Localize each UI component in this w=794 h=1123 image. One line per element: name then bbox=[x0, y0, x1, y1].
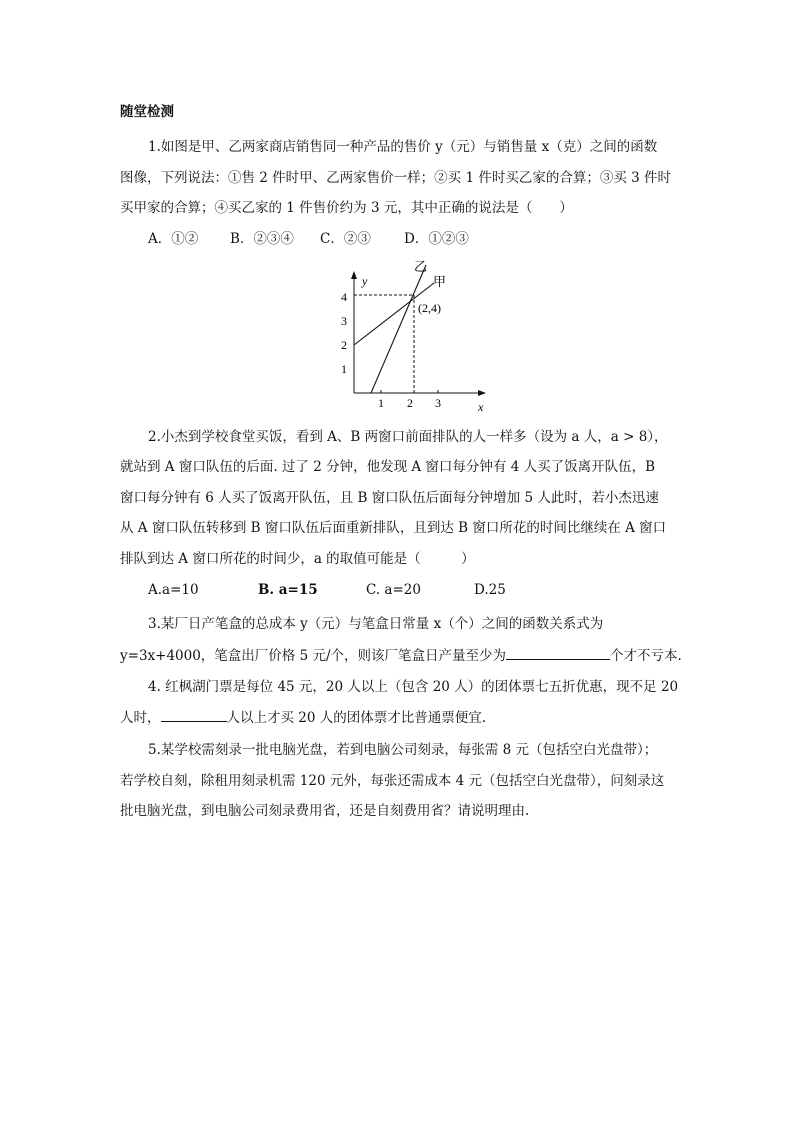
x-tick-label-3: 3 bbox=[435, 396, 441, 410]
q2-line-2: 就站到 A 窗口队伍的后面. 过了 2 分钟，他发现 A 窗口每分钟有 4 人买了饭离开队伍，B bbox=[120, 459, 656, 475]
y-tick-label-4: 4 bbox=[341, 290, 347, 304]
q2-line-3: 窗口每分钟有 6 人买了饭离开队伍，且 B 窗口队伍后面每分钟增加 5 人此时，若小杰迅速 bbox=[120, 490, 659, 506]
q2-line-4: 从 A 窗口队伍转移到 B 窗口队伍后面重新排队，且到达 B 窗口所花的时间比继续在 A 窗口 bbox=[120, 520, 667, 536]
q2-option-b: B. a=15 bbox=[258, 582, 318, 598]
y-tick-label-2: 2 bbox=[341, 338, 347, 352]
q1-option-d: D．①②③ bbox=[404, 231, 469, 247]
q1-line-1: 1.如图是甲、乙两家商店销售同一种产品的售价 y（元）与销售量 x（克）之间的函数 bbox=[148, 139, 658, 155]
x-tick-label-2: 2 bbox=[407, 396, 413, 410]
label-jia: 甲 bbox=[433, 274, 447, 289]
q1-option-b: B．②③④ bbox=[230, 231, 294, 247]
q3-line-2-start: y=3x+4000，笔盒出厂价格 5 元/个，则该厂笔盒日产量至少为 bbox=[120, 648, 507, 664]
x-axis-arrow bbox=[478, 390, 486, 396]
q1-option-c: C．②③ bbox=[320, 231, 371, 247]
line-yi bbox=[371, 265, 426, 393]
q3-line-2-end: 个才不亏本. bbox=[610, 648, 682, 664]
q2-line-5: 排队到达 A 窗口所花的时间少，a 的取值可能是（ ） bbox=[120, 551, 475, 567]
q2-option-a: A.a=10 bbox=[148, 582, 199, 598]
q4-line-2-start: 人时， bbox=[120, 710, 161, 726]
q1-line-3: 买甲家的合算；④买乙家的 1 件售价约为 3 元，其中正确的说法是（ ） bbox=[120, 200, 573, 216]
q1-option-a: A．①② bbox=[148, 231, 199, 247]
q4-answer-blank[interactable] bbox=[161, 707, 227, 722]
q1-options bbox=[148, 229, 469, 249]
section-title: 随堂检测 bbox=[120, 104, 174, 120]
x-axis-label: x bbox=[478, 400, 484, 414]
q5-line-1: 5.某学校需刻录一批电脑光盘，若到电脑公司刻录，每张需 8 元（包括空白光盘带）； bbox=[148, 742, 658, 758]
function-graph bbox=[330, 255, 490, 415]
q2-options bbox=[148, 580, 506, 600]
q3-line-1: 3.某厂日产笔盒的总成本 y（元）与笔盒日常量 x（个）之间的函数关系式为 bbox=[148, 616, 604, 632]
intersection-label: (2,4) bbox=[418, 301, 441, 315]
q4-line-2-end: 人以上才买 20 人的团体票才比普通票便宜. bbox=[226, 710, 487, 726]
q3-answer-blank[interactable] bbox=[506, 645, 610, 660]
y-axis-label: y bbox=[362, 274, 368, 288]
q1-line-2: 图像，下列说法：①售 2 件时甲、乙两家售价一样；②买 1 件时买乙家的合算；③买 3 件时 bbox=[120, 170, 672, 186]
q4-line-1: 4. 红枫湖门票是每位 45 元，20 人以上（包含 20 人）的团体票七五折优惠，现不足 20 bbox=[148, 679, 679, 695]
y-tick-label-3: 3 bbox=[341, 314, 347, 328]
y-tick-label-1: 1 bbox=[341, 362, 347, 376]
q4-line-2 bbox=[120, 707, 680, 728]
q5-line-2: 若学校自刻，除租用刻录机需 120 元外，每张还需成本 4 元（包括空白光盘带），问刻录这 bbox=[120, 773, 665, 789]
q2-line-1: 2.小杰到学校食堂买饭，看到 A、B 两窗口前面排队的人一样多（设为 a 人，a > 8）， bbox=[148, 429, 668, 445]
q2-option-c: C. a=20 bbox=[366, 582, 421, 598]
label-yi: 乙 bbox=[414, 259, 428, 274]
x-tick-label-1: 1 bbox=[378, 396, 384, 410]
q5-line-3: 批电脑光盘，到电脑公司刻录费用省，还是自刻费用省？请说明理由. bbox=[120, 803, 530, 819]
q2-option-d: D.25 bbox=[474, 582, 506, 598]
y-axis-arrow bbox=[351, 271, 357, 279]
q3-line-2 bbox=[120, 645, 680, 666]
